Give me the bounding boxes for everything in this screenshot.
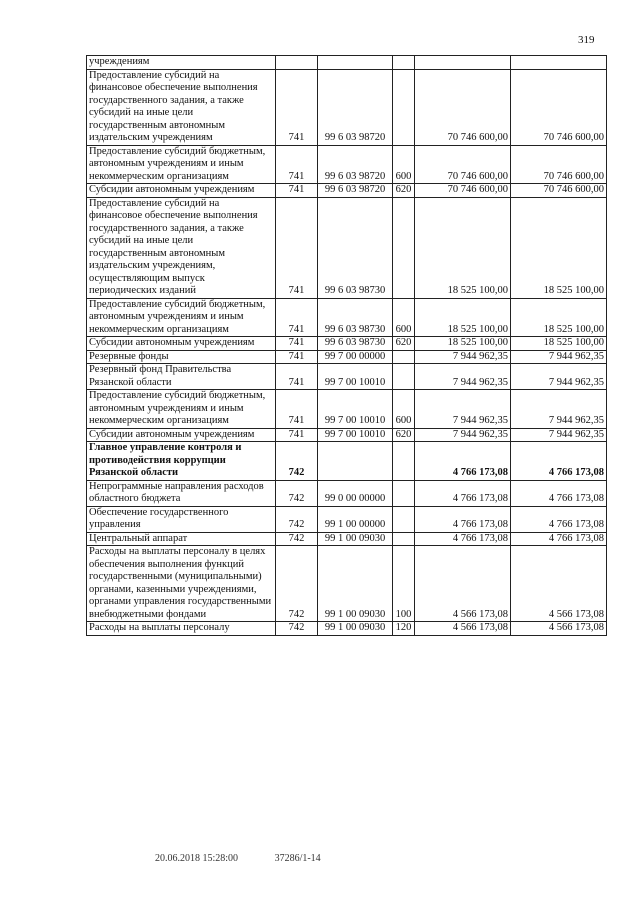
page-footer [155,853,321,864]
cell-csr-code: 99 0 00 00000 [318,480,393,506]
cell-gr-code: 741 [276,184,318,198]
cell-vr-code: 100 [393,546,415,622]
cell-name: Предоставление субсидий бюджетным, автономным учреждениям и иным некоммерческим организациям [87,390,276,429]
cell-vr-code: 600 [393,390,415,429]
cell-amount-1: 18 525 100,00 [415,298,511,337]
table-row [87,506,607,532]
cell-name: Субсидии автономным учреждениям [87,428,276,442]
cell-name: Субсидии автономным учреждениям [87,184,276,198]
cell-gr-code: 741 [276,337,318,351]
cell-gr-code: 742 [276,506,318,532]
table-row [87,532,607,546]
cell-name: Обеспечение государственного управления [87,506,276,532]
cell-gr-code: 742 [276,622,318,636]
cell-csr-code: 99 1 00 00000 [318,506,393,532]
cell-gr-code: 742 [276,442,318,481]
cell-gr-code: 741 [276,364,318,390]
cell-csr-code: 99 1 00 09030 [318,622,393,636]
cell-csr-code: 99 7 00 00000 [318,350,393,364]
budget-table [86,55,607,636]
cell-gr-code: 742 [276,546,318,622]
cell-vr-code [393,56,415,70]
cell-amount-2: 18 525 100,00 [511,197,607,298]
cell-amount-1: 70 746 600,00 [415,69,511,145]
cell-name: Предоставление субсидий на финансовое обеспечение выполнения государственного задания, а также субсидий на иные цели государственным автономным издательским учреждениям [87,69,276,145]
cell-csr-code: 99 6 03 98720 [318,69,393,145]
cell-csr-code: 99 6 03 98730 [318,197,393,298]
cell-amount-2: 18 525 100,00 [511,337,607,351]
cell-amount-1: 7 944 962,35 [415,350,511,364]
table-row [87,622,607,636]
cell-vr-code: 620 [393,337,415,351]
cell-vr-code: 120 [393,622,415,636]
cell-name: Резервный фонд Правительства Рязанской области [87,364,276,390]
cell-gr-code: 741 [276,69,318,145]
cell-amount-1: 4 766 173,08 [415,442,511,481]
cell-vr-code: 620 [393,184,415,198]
cell-name: Предоставление субсидий бюджетным, автономным учреждениям и иным некоммерческим организациям [87,298,276,337]
cell-amount-2: 7 944 962,35 [511,390,607,429]
cell-amount-1: 4 766 173,08 [415,506,511,532]
cell-vr-code [393,532,415,546]
cell-amount-2: 70 746 600,00 [511,184,607,198]
table-row [87,364,607,390]
table-row [87,197,607,298]
table-row [87,442,607,481]
cell-gr-code: 741 [276,197,318,298]
cell-name: Расходы на выплаты персоналу в целях обеспечения выполнения функций государственными (муниципальными) органами, казенными учреждениями, органами управления государственными внебюджетными фондами [87,546,276,622]
table-row [87,428,607,442]
cell-amount-1: 4 566 173,08 [415,546,511,622]
cell-amount-2: 7 944 962,35 [511,428,607,442]
table-row [87,69,607,145]
cell-name: учреждениям [87,56,276,70]
cell-gr-code: 741 [276,428,318,442]
cell-amount-2: 70 746 600,00 [511,145,607,184]
cell-csr-code [318,56,393,70]
table-row [87,184,607,198]
cell-csr-code: 99 7 00 10010 [318,428,393,442]
table-row [87,350,607,364]
cell-csr-code: 99 6 03 98720 [318,145,393,184]
cell-name: Главное управление контроля и противодействия коррупции Рязанской области [87,442,276,481]
table-row [87,56,607,70]
cell-gr-code: 742 [276,480,318,506]
table-row [87,298,607,337]
cell-vr-code: 600 [393,145,415,184]
cell-amount-1: 70 746 600,00 [415,184,511,198]
cell-csr-code: 99 6 03 98730 [318,298,393,337]
table-row [87,390,607,429]
cell-gr-code: 741 [276,350,318,364]
page-number: 319 [578,34,595,46]
cell-amount-2: 7 944 962,35 [511,350,607,364]
cell-gr-code [276,56,318,70]
cell-amount-2: 4 766 173,08 [511,532,607,546]
footer-timestamp: 20.06.2018 15:28:00 [155,853,239,864]
cell-amount-1: 4 566 173,08 [415,622,511,636]
cell-vr-code [393,350,415,364]
cell-amount-2: 4 766 173,08 [511,480,607,506]
cell-vr-code: 620 [393,428,415,442]
cell-amount-1: 70 746 600,00 [415,145,511,184]
cell-name: Центральный аппарат [87,532,276,546]
footer-doc-id: 37286/1-14 [274,853,321,864]
cell-amount-2: 7 944 962,35 [511,364,607,390]
cell-csr-code: 99 6 03 98730 [318,337,393,351]
cell-amount-2 [511,56,607,70]
cell-gr-code: 741 [276,298,318,337]
cell-vr-code [393,364,415,390]
cell-name: Предоставление субсидий бюджетным, автономным учреждениям и иным некоммерческим организациям [87,145,276,184]
cell-name: Непрограммные направления расходов областного бюджета [87,480,276,506]
cell-amount-2: 4 566 173,08 [511,622,607,636]
cell-csr-code: 99 1 00 09030 [318,532,393,546]
cell-amount-1: 7 944 962,35 [415,390,511,429]
cell-csr-code: 99 1 00 09030 [318,546,393,622]
table-row [87,337,607,351]
cell-gr-code: 741 [276,390,318,429]
cell-amount-1: 4 766 173,08 [415,532,511,546]
cell-amount-2: 4 766 173,08 [511,506,607,532]
table-row [87,145,607,184]
cell-gr-code: 741 [276,145,318,184]
cell-amount-2: 70 746 600,00 [511,69,607,145]
cell-csr-code: 99 6 03 98720 [318,184,393,198]
budget-table-body [87,56,607,636]
cell-vr-code: 600 [393,298,415,337]
cell-vr-code [393,69,415,145]
cell-vr-code [393,442,415,481]
cell-csr-code [318,442,393,481]
cell-gr-code: 742 [276,532,318,546]
cell-amount-2: 4 566 173,08 [511,546,607,622]
cell-name: Расходы на выплаты персоналу [87,622,276,636]
cell-amount-1: 18 525 100,00 [415,337,511,351]
table-row [87,546,607,622]
cell-csr-code: 99 7 00 10010 [318,390,393,429]
cell-name: Резервные фонды [87,350,276,364]
cell-vr-code [393,480,415,506]
cell-vr-code [393,506,415,532]
cell-vr-code [393,197,415,298]
cell-csr-code: 99 7 00 10010 [318,364,393,390]
cell-name: Предоставление субсидий на финансовое обеспечение выполнения государственного задания, а также субсидий на иные цели государственным автономным издательским учреждениям, осуществляющим выпуск периодических изданий [87,197,276,298]
cell-amount-1: 7 944 962,35 [415,428,511,442]
cell-amount-1: 4 766 173,08 [415,480,511,506]
cell-amount-1 [415,56,511,70]
cell-amount-2: 18 525 100,00 [511,298,607,337]
cell-amount-2: 4 766 173,08 [511,442,607,481]
cell-amount-1: 7 944 962,35 [415,364,511,390]
table-row [87,480,607,506]
cell-amount-1: 18 525 100,00 [415,197,511,298]
cell-name: Субсидии автономным учреждениям [87,337,276,351]
